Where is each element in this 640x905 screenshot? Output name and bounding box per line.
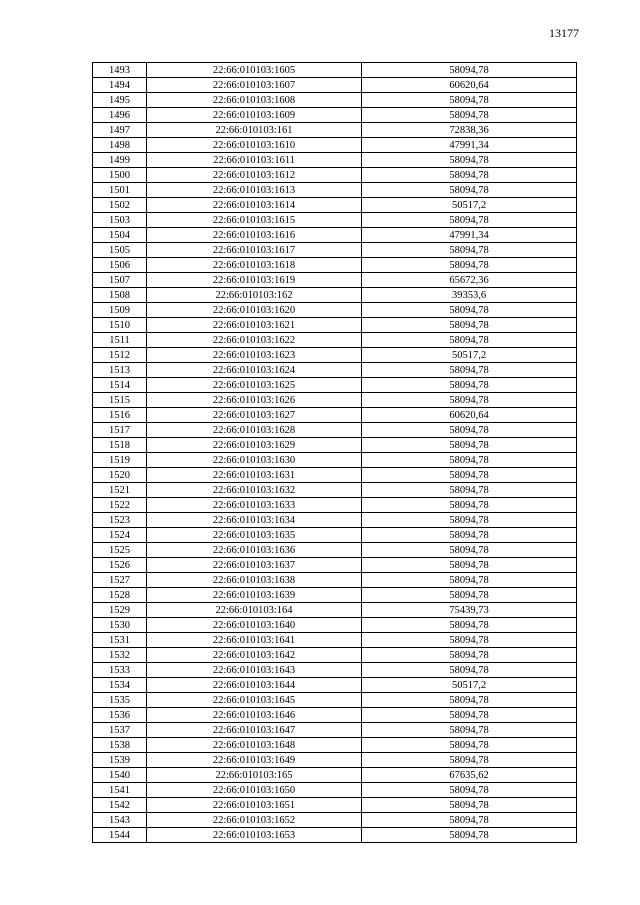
- row-number-cell: 1543: [93, 813, 147, 828]
- row-number-cell: 1527: [93, 573, 147, 588]
- table-row: [93, 378, 577, 393]
- cadastral-value-cell: 58094,78: [362, 423, 577, 438]
- row-number-cell: 1500: [93, 168, 147, 183]
- cadastral-number-cell: 22:66:010103:1639: [147, 588, 362, 603]
- cadastral-number-cell: 22:66:010103:1621: [147, 318, 362, 333]
- cadastral-number-cell: 22:66:010103:161: [147, 123, 362, 138]
- cadastral-number-cell: 22:66:010103:1607: [147, 78, 362, 93]
- cadastral-number-cell: 22:66:010103:1645: [147, 693, 362, 708]
- row-number-cell: 1529: [93, 603, 147, 618]
- row-number-cell: 1515: [93, 393, 147, 408]
- cadastral-number-cell: 22:66:010103:1613: [147, 183, 362, 198]
- cadastral-value-cell: 50517,2: [362, 348, 577, 363]
- cadastral-value-cell: 58094,78: [362, 738, 577, 753]
- row-number-cell: 1539: [93, 753, 147, 768]
- table-row: [93, 513, 577, 528]
- row-number-cell: 1537: [93, 723, 147, 738]
- cadastral-value-cell: 58094,78: [362, 618, 577, 633]
- cadastral-value-cell: 58094,78: [362, 633, 577, 648]
- row-number-cell: 1514: [93, 378, 147, 393]
- cadastral-value-cell: 72838,36: [362, 123, 577, 138]
- cadastral-value-cell: 58094,78: [362, 588, 577, 603]
- cadastral-number-cell: 22:66:010103:162: [147, 288, 362, 303]
- row-number-cell: 1513: [93, 363, 147, 378]
- cadastral-value-cell: 50517,2: [362, 678, 577, 693]
- cadastral-value-cell: 58094,78: [362, 663, 577, 678]
- table-row: [93, 663, 577, 678]
- table-row: [93, 228, 577, 243]
- table-row: [93, 738, 577, 753]
- table-row: [93, 288, 577, 303]
- table-row: [93, 453, 577, 468]
- table-row: [93, 213, 577, 228]
- cadastral-value-cell: 58094,78: [362, 723, 577, 738]
- table-row: [93, 633, 577, 648]
- cadastral-value-cell: 58094,78: [362, 573, 577, 588]
- cadastral-number-cell: 22:66:010103:1605: [147, 63, 362, 78]
- table-row: [93, 678, 577, 693]
- row-number-cell: 1501: [93, 183, 147, 198]
- cadastral-number-cell: 22:66:010103:1632: [147, 483, 362, 498]
- row-number-cell: 1493: [93, 63, 147, 78]
- cadastral-number-cell: 22:66:010103:1623: [147, 348, 362, 363]
- cadastral-value-table: [92, 62, 577, 843]
- table-row: [93, 243, 577, 258]
- cadastral-number-cell: 22:66:010103:1620: [147, 303, 362, 318]
- cadastral-number-cell: 22:66:010103:1619: [147, 273, 362, 288]
- table-row: [93, 318, 577, 333]
- cadastral-value-cell: 65672,36: [362, 273, 577, 288]
- row-number-cell: 1518: [93, 438, 147, 453]
- table-body: [93, 63, 577, 843]
- cadastral-value-cell: 39353,6: [362, 288, 577, 303]
- cadastral-number-cell: 22:66:010103:1622: [147, 333, 362, 348]
- cadastral-number-cell: 22:66:010103:1635: [147, 528, 362, 543]
- cadastral-number-cell: 22:66:010103:1640: [147, 618, 362, 633]
- table-row: [93, 528, 577, 543]
- table-row: [93, 783, 577, 798]
- cadastral-number-cell: 22:66:010103:1647: [147, 723, 362, 738]
- table-row: [93, 183, 577, 198]
- cadastral-number-cell: 22:66:010103:1611: [147, 153, 362, 168]
- cadastral-number-cell: 22:66:010103:165: [147, 768, 362, 783]
- cadastral-number-cell: 22:66:010103:1636: [147, 543, 362, 558]
- cadastral-value-cell: 58094,78: [362, 813, 577, 828]
- row-number-cell: 1506: [93, 258, 147, 273]
- row-number-cell: 1508: [93, 288, 147, 303]
- row-number-cell: 1498: [93, 138, 147, 153]
- table-row: [93, 483, 577, 498]
- table-row: [93, 708, 577, 723]
- cadastral-number-cell: 22:66:010103:1650: [147, 783, 362, 798]
- cadastral-value-cell: 58094,78: [362, 453, 577, 468]
- cadastral-value-cell: 47991,34: [362, 228, 577, 243]
- row-number-cell: 1510: [93, 318, 147, 333]
- row-number-cell: 1521: [93, 483, 147, 498]
- table-row: [93, 813, 577, 828]
- table-row: [93, 423, 577, 438]
- cadastral-number-cell: 22:66:010103:1630: [147, 453, 362, 468]
- table-row: [93, 768, 577, 783]
- cadastral-number-cell: 22:66:010103:1628: [147, 423, 362, 438]
- cadastral-number-cell: 22:66:010103:1652: [147, 813, 362, 828]
- cadastral-value-cell: 58094,78: [362, 693, 577, 708]
- cadastral-number-cell: 22:66:010103:1626: [147, 393, 362, 408]
- row-number-cell: 1495: [93, 93, 147, 108]
- row-number-cell: 1505: [93, 243, 147, 258]
- cadastral-value-cell: 47991,34: [362, 138, 577, 153]
- cadastral-value-cell: 58094,78: [362, 708, 577, 723]
- cadastral-number-cell: 22:66:010103:1609: [147, 108, 362, 123]
- table-row: [93, 753, 577, 768]
- row-number-cell: 1532: [93, 648, 147, 663]
- table-row: [93, 723, 577, 738]
- cadastral-number-cell: 22:66:010103:1616: [147, 228, 362, 243]
- table-row: [93, 363, 577, 378]
- cadastral-number-cell: 22:66:010103:1638: [147, 573, 362, 588]
- table-row: [93, 108, 577, 123]
- cadastral-number-cell: 22:66:010103:1614: [147, 198, 362, 213]
- row-number-cell: 1536: [93, 708, 147, 723]
- table-row: [93, 498, 577, 513]
- table-row: [93, 558, 577, 573]
- table-row: [93, 408, 577, 423]
- cadastral-value-cell: 58094,78: [362, 483, 577, 498]
- cadastral-number-cell: 22:66:010103:1653: [147, 828, 362, 843]
- cadastral-number-cell: 22:66:010103:1629: [147, 438, 362, 453]
- row-number-cell: 1540: [93, 768, 147, 783]
- cadastral-number-cell: 22:66:010103:1612: [147, 168, 362, 183]
- table-row: [93, 168, 577, 183]
- cadastral-number-cell: 22:66:010103:1643: [147, 663, 362, 678]
- row-number-cell: 1544: [93, 828, 147, 843]
- cadastral-value-cell: 58094,78: [362, 513, 577, 528]
- table-row: [93, 258, 577, 273]
- cadastral-value-cell: 58094,78: [362, 783, 577, 798]
- cadastral-number-cell: 22:66:010103:1624: [147, 363, 362, 378]
- cadastral-value-cell: 58094,78: [362, 168, 577, 183]
- cadastral-value-cell: 58094,78: [362, 528, 577, 543]
- cadastral-value-cell: 58094,78: [362, 303, 577, 318]
- row-number-cell: 1526: [93, 558, 147, 573]
- row-number-cell: 1497: [93, 123, 147, 138]
- row-number-cell: 1542: [93, 798, 147, 813]
- cadastral-value-cell: 58094,78: [362, 213, 577, 228]
- table-row: [93, 588, 577, 603]
- cadastral-number-cell: 22:66:010103:1608: [147, 93, 362, 108]
- cadastral-value-cell: 58094,78: [362, 333, 577, 348]
- table-row: [93, 393, 577, 408]
- cadastral-number-cell: 22:66:010103:1618: [147, 258, 362, 273]
- cadastral-number-cell: 22:66:010103:1617: [147, 243, 362, 258]
- cadastral-value-cell: 58094,78: [362, 243, 577, 258]
- cadastral-number-cell: 22:66:010103:1651: [147, 798, 362, 813]
- table-row: [93, 198, 577, 213]
- row-number-cell: 1496: [93, 108, 147, 123]
- cadastral-value-cell: 58094,78: [362, 828, 577, 843]
- cadastral-number-cell: 22:66:010103:1641: [147, 633, 362, 648]
- cadastral-number-cell: 22:66:010103:1649: [147, 753, 362, 768]
- page-number: 13177: [549, 26, 579, 40]
- cadastral-value-cell: 58094,78: [362, 183, 577, 198]
- cadastral-value-cell: 58094,78: [362, 363, 577, 378]
- cadastral-value-cell: 58094,78: [362, 798, 577, 813]
- cadastral-value-cell: 58094,78: [362, 753, 577, 768]
- table-row: [93, 63, 577, 78]
- row-number-cell: 1511: [93, 333, 147, 348]
- row-number-cell: 1524: [93, 528, 147, 543]
- table-row: [93, 333, 577, 348]
- cadastral-value-cell: 75439,73: [362, 603, 577, 618]
- cadastral-number-cell: 22:66:010103:1615: [147, 213, 362, 228]
- row-number-cell: 1520: [93, 468, 147, 483]
- cadastral-value-cell: 58094,78: [362, 498, 577, 513]
- cadastral-number-cell: 22:66:010103:1610: [147, 138, 362, 153]
- row-number-cell: 1502: [93, 198, 147, 213]
- row-number-cell: 1516: [93, 408, 147, 423]
- cadastral-value-cell: 58094,78: [362, 438, 577, 453]
- table-row: [93, 138, 577, 153]
- table-row: [93, 828, 577, 843]
- cadastral-value-cell: 58094,78: [362, 378, 577, 393]
- cadastral-number-cell: 22:66:010103:1642: [147, 648, 362, 663]
- cadastral-value-cell: 60620,64: [362, 408, 577, 423]
- table-row: [93, 93, 577, 108]
- row-number-cell: 1494: [93, 78, 147, 93]
- table-row: [93, 603, 577, 618]
- cadastral-number-cell: 22:66:010103:1648: [147, 738, 362, 753]
- table-row: [93, 543, 577, 558]
- cadastral-value-cell: 58094,78: [362, 543, 577, 558]
- cadastral-number-cell: 22:66:010103:1646: [147, 708, 362, 723]
- cadastral-value-cell: 58094,78: [362, 648, 577, 663]
- row-number-cell: 1523: [93, 513, 147, 528]
- row-number-cell: 1519: [93, 453, 147, 468]
- cadastral-value-cell: 58094,78: [362, 318, 577, 333]
- row-number-cell: 1499: [93, 153, 147, 168]
- cadastral-value-cell: 58094,78: [362, 393, 577, 408]
- cadastral-value-cell: 58094,78: [362, 63, 577, 78]
- table-row: [93, 153, 577, 168]
- row-number-cell: 1509: [93, 303, 147, 318]
- row-number-cell: 1517: [93, 423, 147, 438]
- row-number-cell: 1533: [93, 663, 147, 678]
- table-row: [93, 273, 577, 288]
- cadastral-value-cell: 50517,2: [362, 198, 577, 213]
- cadastral-number-cell: 22:66:010103:164: [147, 603, 362, 618]
- row-number-cell: 1525: [93, 543, 147, 558]
- row-number-cell: 1512: [93, 348, 147, 363]
- row-number-cell: 1541: [93, 783, 147, 798]
- row-number-cell: 1534: [93, 678, 147, 693]
- cadastral-value-cell: 58094,78: [362, 558, 577, 573]
- cadastral-number-cell: 22:66:010103:1644: [147, 678, 362, 693]
- cadastral-value-cell: 60620,64: [362, 78, 577, 93]
- row-number-cell: 1535: [93, 693, 147, 708]
- table-row: [93, 693, 577, 708]
- row-number-cell: 1530: [93, 618, 147, 633]
- row-number-cell: 1528: [93, 588, 147, 603]
- table-row: [93, 618, 577, 633]
- cadastral-value-cell: 58094,78: [362, 93, 577, 108]
- row-number-cell: 1531: [93, 633, 147, 648]
- table-row: [93, 123, 577, 138]
- cadastral-number-cell: 22:66:010103:1627: [147, 408, 362, 423]
- table-row: [93, 648, 577, 663]
- table-row: [93, 468, 577, 483]
- table-row: [93, 573, 577, 588]
- cadastral-number-cell: 22:66:010103:1625: [147, 378, 362, 393]
- cadastral-value-cell: 58094,78: [362, 258, 577, 273]
- row-number-cell: 1522: [93, 498, 147, 513]
- cadastral-number-cell: 22:66:010103:1633: [147, 498, 362, 513]
- cadastral-number-cell: 22:66:010103:1634: [147, 513, 362, 528]
- cadastral-value-cell: 58094,78: [362, 468, 577, 483]
- table-row: [93, 438, 577, 453]
- cadastral-number-cell: 22:66:010103:1637: [147, 558, 362, 573]
- table-row: [93, 798, 577, 813]
- cadastral-number-cell: 22:66:010103:1631: [147, 468, 362, 483]
- row-number-cell: 1538: [93, 738, 147, 753]
- cadastral-value-cell: 67635,62: [362, 768, 577, 783]
- table-row: [93, 348, 577, 363]
- cadastral-value-cell: 58094,78: [362, 108, 577, 123]
- cadastral-value-cell: 58094,78: [362, 153, 577, 168]
- table-row: [93, 303, 577, 318]
- row-number-cell: 1504: [93, 228, 147, 243]
- table-row: [93, 78, 577, 93]
- row-number-cell: 1507: [93, 273, 147, 288]
- row-number-cell: 1503: [93, 213, 147, 228]
